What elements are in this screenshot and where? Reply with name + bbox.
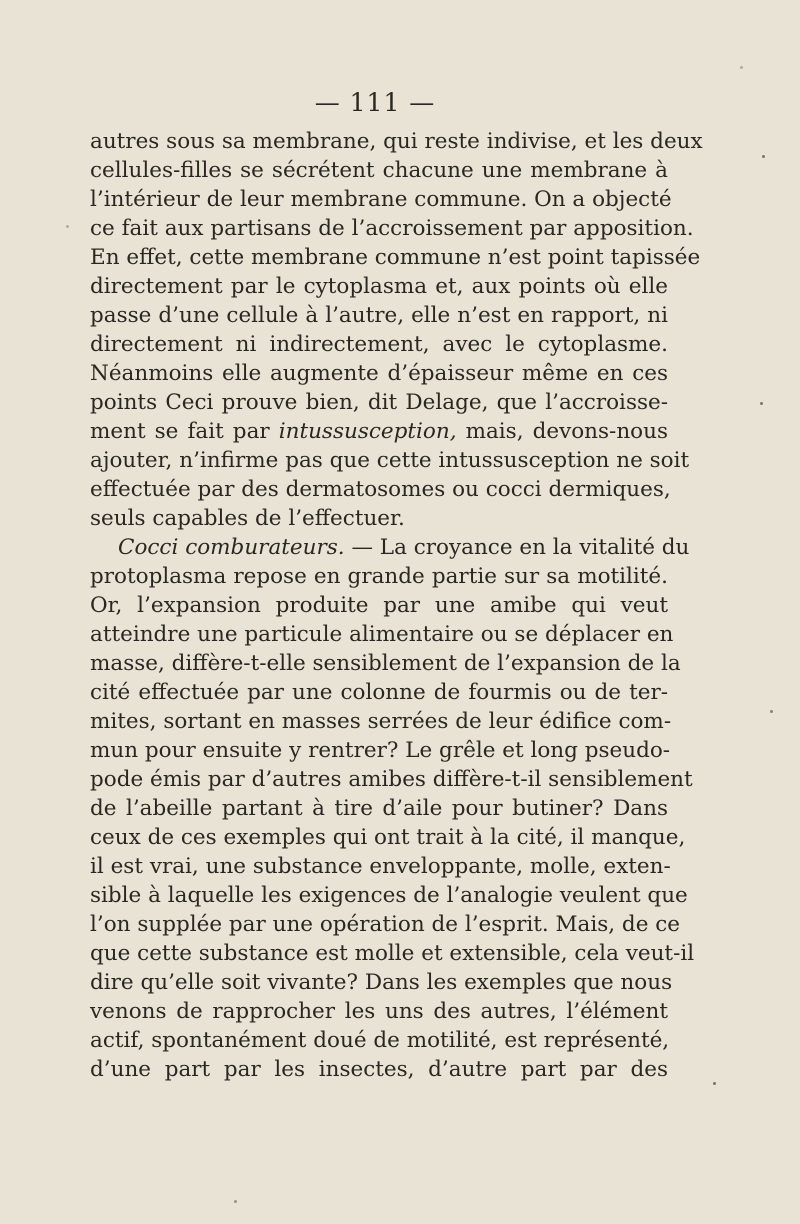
text-line: cellules-filles se sécrétent chacune une membrane à xyxy=(90,158,668,183)
section-heading-line: Cocci comburateurs. — La croyance en la vitalité du xyxy=(118,535,690,560)
text-line: l’intérieur de leur membrane commune. On a objecté xyxy=(90,187,672,212)
text-line: protoplasma repose en grande partie sur sa motilité. xyxy=(90,564,668,589)
print-speck xyxy=(234,1200,237,1203)
text-line: il est vrai, une substance enveloppante, molle, exten- xyxy=(90,854,671,879)
print-speck xyxy=(66,225,69,228)
text-line: sible à laquelle les exigences de l’analogie veulent que xyxy=(90,883,688,908)
text-line: mites, sortant en masses serrées de leur édifice com- xyxy=(90,709,672,734)
text-line: effectuée par des dermatosomes ou cocci dermiques, xyxy=(90,477,671,502)
text-line: atteindre une particule alimentaire ou se déplacer en xyxy=(90,622,674,647)
print-speck xyxy=(740,66,743,69)
text-line: En effet, cette membrane commune n’est point tapissée xyxy=(90,245,701,270)
section-run-in-title: Cocci comburateurs. xyxy=(118,535,345,560)
print-speck xyxy=(760,402,763,405)
text-line: directement par le cytoplasma et, aux points où elle xyxy=(90,274,668,299)
text-line: Or, l’expansion produite par une amibe qui veut xyxy=(90,593,668,618)
print-speck xyxy=(762,155,765,158)
text-line: dire qu’elle soit vivante? Dans les exemples que nous xyxy=(90,970,673,995)
text-line: l’on supplée par une opération de l’esprit. Mais, de ce xyxy=(90,912,681,937)
print-speck xyxy=(770,710,773,713)
text-line: actif, spontanément doué de motilité, est représenté, xyxy=(90,1028,670,1053)
text-line: masse, diffère-t-elle sensiblement de l’expansion de la xyxy=(90,651,681,676)
text-line: ceux de ces exemples qui ont trait à la cité, il manque, xyxy=(90,825,686,850)
body-text xyxy=(90,127,703,1084)
text-line: pode émis par d’autres amibes diffère-t-il sensiblement xyxy=(90,767,693,792)
text-line: ajouter, n’infirme pas que cette intussusception ne soit xyxy=(90,448,690,473)
text-line: seuls capables de l’effectuer. xyxy=(90,506,405,531)
italic-term: intussusception, xyxy=(278,419,457,444)
text-line: venons de rapprocher les uns des autres, l’élément xyxy=(90,999,668,1024)
text-line: d’une part par les insectes, d’autre part par des xyxy=(90,1057,668,1082)
print-speck xyxy=(713,1082,716,1085)
text-line: passe d’une cellule à l’autre, elle n’est en rapport, ni xyxy=(90,303,668,328)
text-line: directement ni indirectement, avec le cytoplasme. xyxy=(90,332,668,357)
text-line: autres sous sa membrane, qui reste indivise, et les deux xyxy=(90,129,703,154)
text-line: points Ceci prouve bien, dit Delage, que l’accroisse- xyxy=(90,390,668,415)
text-line: Néanmoins elle augmente d’épaisseur même en ces xyxy=(90,361,668,386)
text-line: ment se fait par intussusception, mais, devons-nous xyxy=(90,419,668,444)
text-line: ce fait aux partisans de l’accroissement par apposition. xyxy=(90,216,694,241)
text-line: de l’abeille partant à tire d’aile pour butiner? Dans xyxy=(90,796,668,821)
text-line: que cette substance est molle et extensible, cela veut-il xyxy=(90,941,695,966)
text-line: mun pour ensuite y rentrer? Le grêle et long pseudo- xyxy=(90,738,671,763)
page-number: — 111 — xyxy=(314,88,436,117)
text-line: cité effectuée par une colonne de fourmis ou de ter- xyxy=(90,680,668,705)
